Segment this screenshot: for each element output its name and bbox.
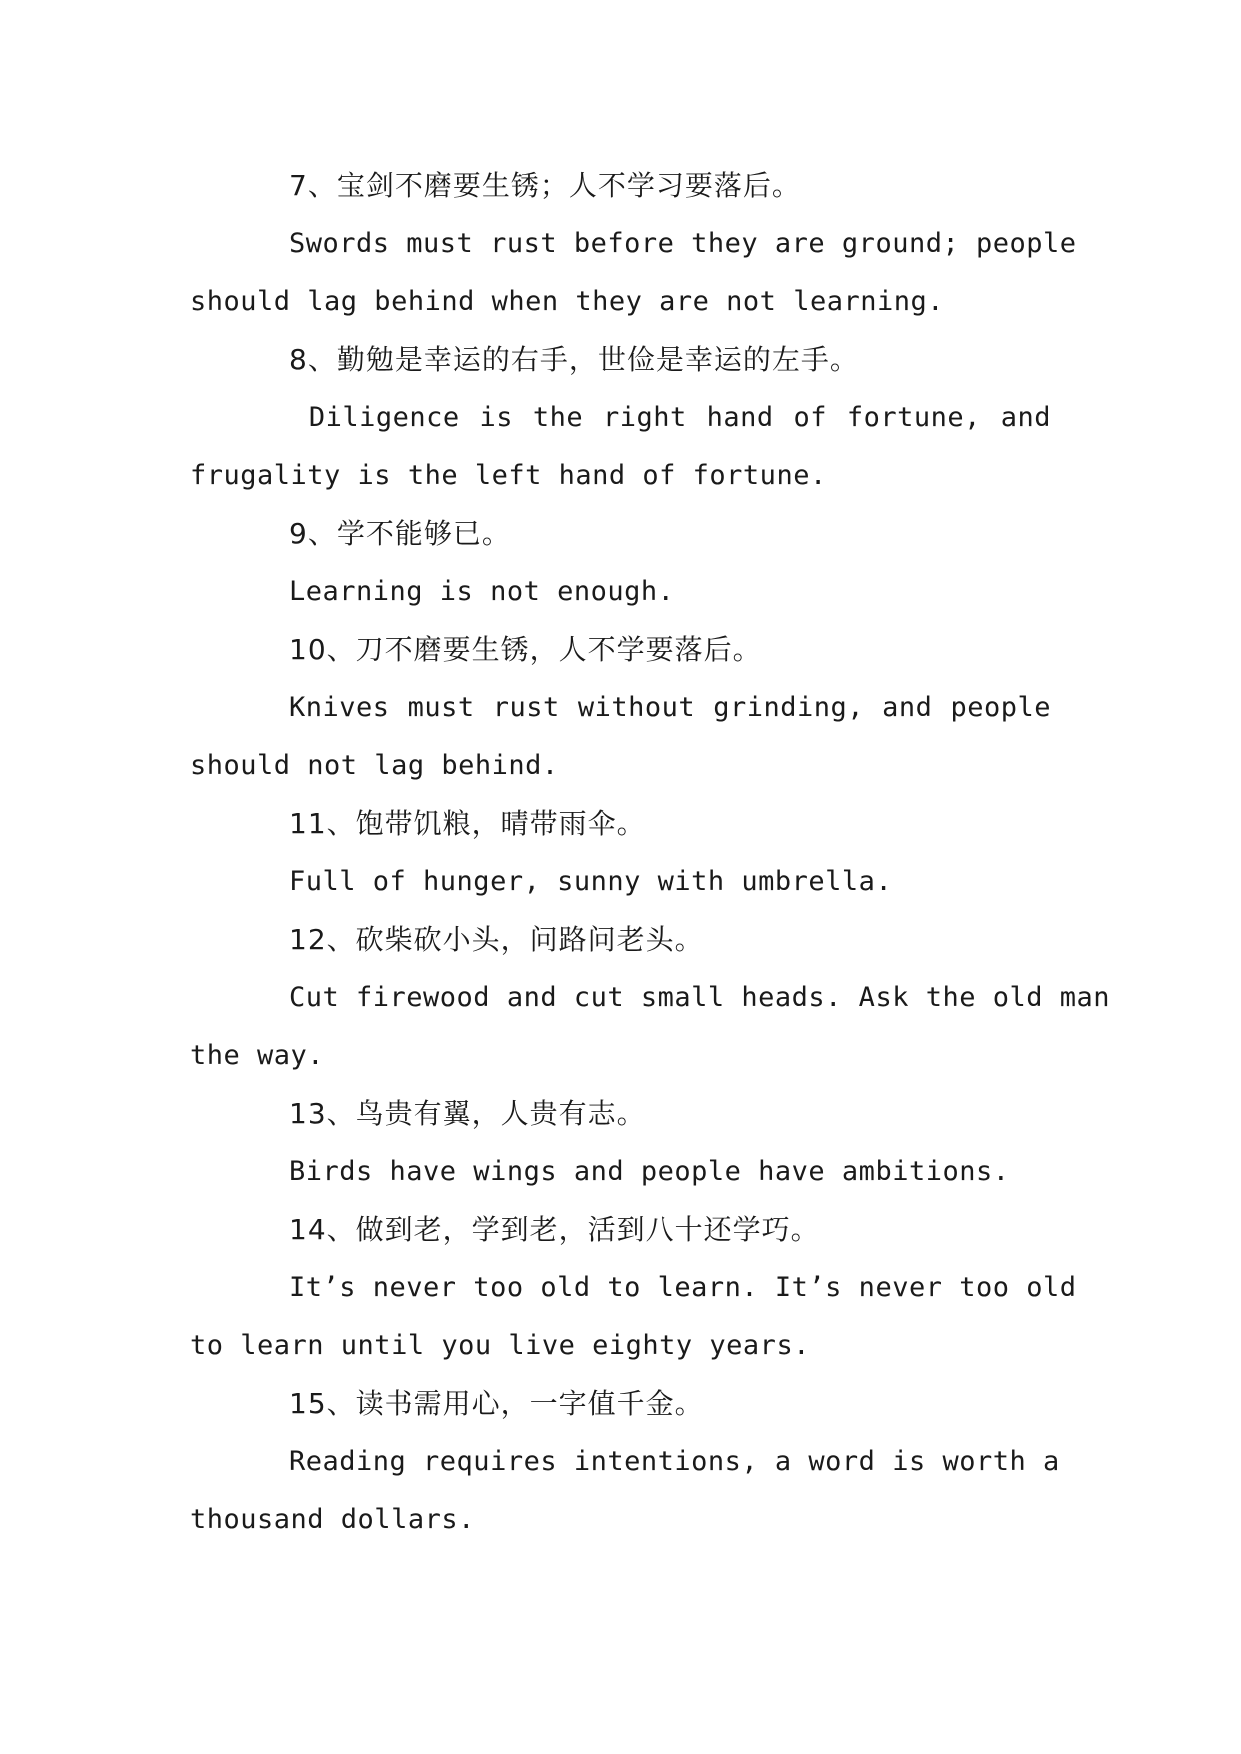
- proverb-english-13-line-1: Birds have wings and people have ambitions.: [289, 1156, 1010, 1187]
- proverb-english-7-line-1: Swords must rust before they are ground; people: [289, 228, 1077, 259]
- proverb-english-7-line-2: should lag behind when they are not learning.: [190, 286, 944, 317]
- proverb-english-15-line-2: thousand dollars.: [190, 1504, 475, 1535]
- proverb-chinese-7: 7、宝剑不磨要生锈；人不学习要落后。: [289, 169, 801, 202]
- proverb-english-9-line-1: Learning is not enough.: [289, 576, 675, 607]
- proverb-english-8-line-2: frugality is the left hand of fortune.: [190, 460, 827, 491]
- proverb-english-10-line-2: should not lag behind.: [190, 750, 559, 781]
- proverb-english-14-line-2: to learn until you live eighty years.: [190, 1330, 810, 1361]
- proverb-chinese-12: 12、砍柴砍小头，问路问老头。: [289, 923, 704, 956]
- proverb-english-8-line-1: Diligence is the right hand of fortune, and: [289, 402, 1051, 433]
- proverb-chinese-8: 8、勤勉是幸运的右手，世俭是幸运的左手。: [289, 343, 859, 376]
- proverb-english-11-line-1: Full of hunger, sunny with umbrella.: [289, 866, 893, 897]
- proverb-english-15-line-1: Reading requires intentions, a word is worth a: [289, 1446, 1060, 1477]
- proverb-chinese-13: 13、鸟贵有翼，人贵有志。: [289, 1097, 646, 1130]
- proverb-english-12-line-2: the way.: [190, 1040, 325, 1071]
- proverb-english-10-line-1: Knives must rust without grinding, and people: [289, 692, 1051, 723]
- proverb-chinese-14: 14、做到老，学到老，活到八十还学巧。: [289, 1213, 820, 1246]
- proverb-chinese-11: 11、饱带饥粮，晴带雨伞。: [289, 807, 646, 840]
- proverb-chinese-9: 9、学不能够已。: [289, 517, 511, 550]
- proverb-chinese-10: 10、刀不磨要生锈，人不学要落后。: [289, 633, 762, 666]
- proverb-english-12-line-1: Cut firewood and cut small heads. Ask the old man: [289, 982, 1111, 1013]
- proverb-chinese-15: 15、读书需用心，一字值千金。: [289, 1387, 704, 1420]
- proverb-english-14-line-1: It’s never too old to learn. It’s never too old: [289, 1272, 1077, 1303]
